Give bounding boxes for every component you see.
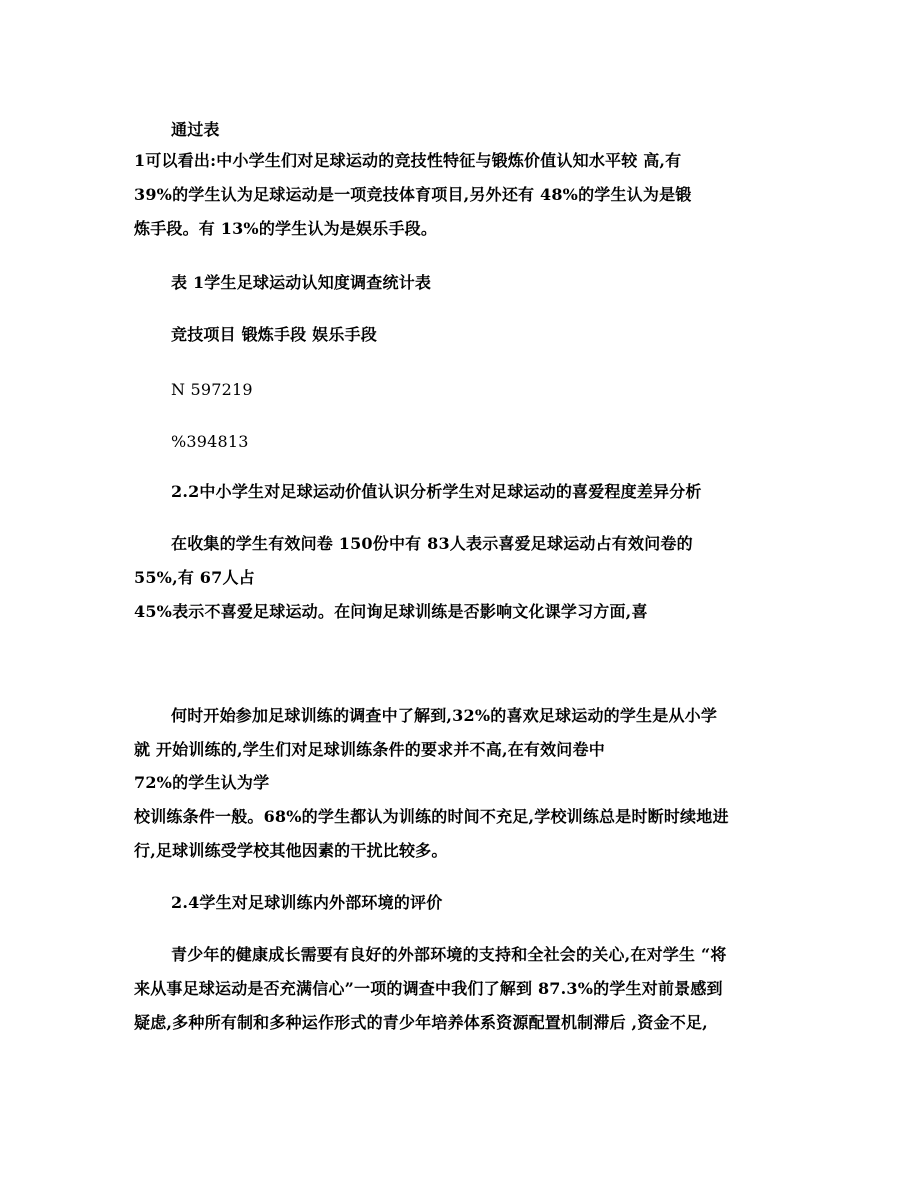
intro-line-4: 炼手段。有 13%的学生认为是娱乐手段。: [134, 219, 438, 238]
section-2-2-line-2: 55%,有 67人占: [134, 568, 255, 587]
intro-line-2: 1可以看出:中小学生们对足球运动的竞技性特征与锻炼价值认知水平较 高,有: [134, 151, 682, 170]
section-2-2-line-1: 在收集的学生有效问卷 150份中有 83人表示喜爱足球运动占有效问卷的: [171, 534, 693, 553]
table-header-row: 竞技项目 锻炼手段 娱乐手段: [171, 325, 377, 344]
training-line-2: 就 开始训练的,学生们对足球训练条件的要求并不高,在有效问卷中: [134, 740, 605, 759]
table-row-percent: %394813: [171, 432, 249, 451]
table-caption: 表 1学生足球运动认知度调查统计表: [171, 273, 432, 292]
training-line-4: 校训练条件一般。68%的学生都认为训练的时间不充足,学校训练总是时断时续地进: [134, 807, 729, 826]
table-row-n: N 597219: [171, 380, 253, 399]
intro-line-1: 通过表: [171, 120, 220, 139]
section-2-4-line-3: 疑虑,多种所有制和多种运作形式的青少年培养体系资源配置机制滞后 ,资金不足,: [134, 1013, 708, 1032]
section-2-4-line-1: 青少年的健康成长需要有良好的外部环境的支持和全社会的关心,在对学生 “将: [171, 945, 727, 964]
section-2-4-heading: 2.4学生对足球训练内外部环境的评价: [171, 893, 443, 912]
section-2-2-line-3: 45%表示不喜爱足球运动。在问询足球训练是否影响文化课学习方面,喜: [134, 602, 648, 621]
training-line-3: 72%的学生认为学: [134, 773, 270, 792]
section-2-4-line-2: 来从事足球运动是否充满信心”一项的调查中我们了解到 87.3%的学生对前景感到: [134, 979, 723, 998]
section-2-2-heading: 2.2中小学生对足球运动价值认识分析学生对足球运动的喜爱程度差异分析: [171, 482, 702, 501]
training-line-1: 何时开始参加足球训练的调查中了解到,32%的喜欢足球运动的学生是从小学: [171, 706, 718, 725]
intro-line-3: 39%的学生认为足球运动是一项竞技体育项目,另外还有 48%的学生认为是锻: [134, 185, 692, 204]
training-line-5: 行,足球训练受学校其他因素的干扰比较多。: [134, 841, 448, 860]
